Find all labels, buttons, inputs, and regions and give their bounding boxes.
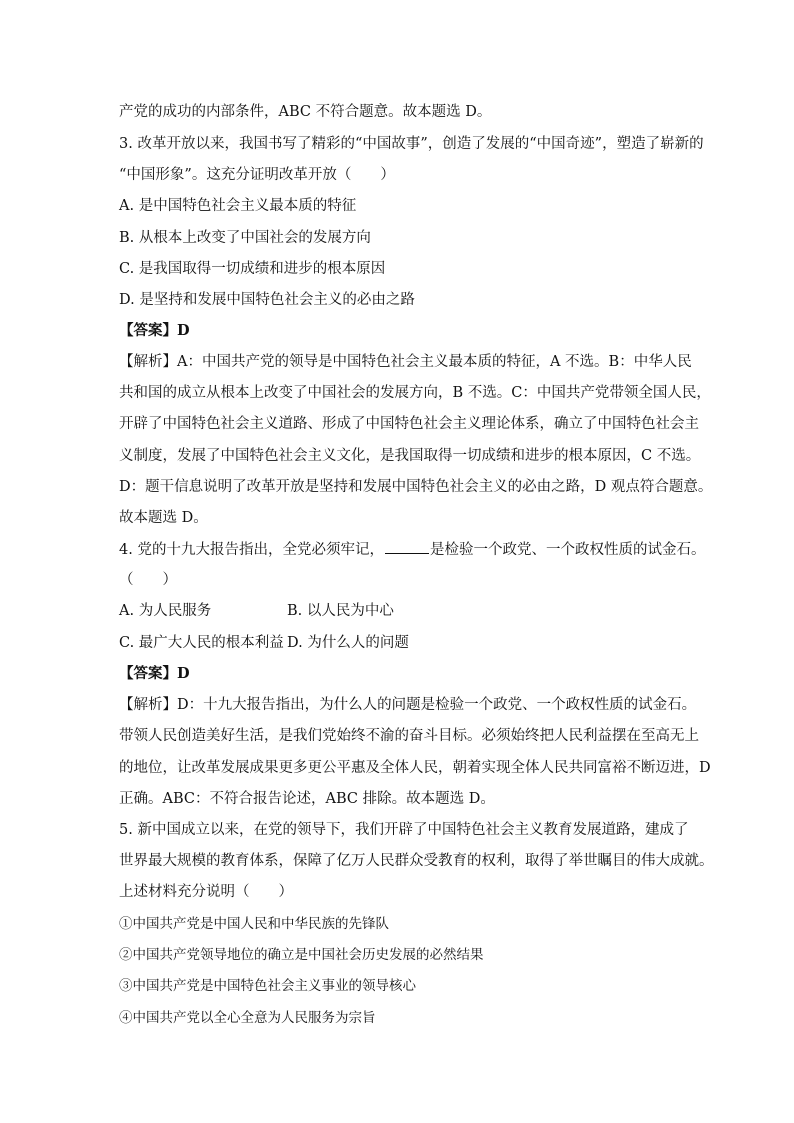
question-4-explanation: 【解析】D：十九大报告指出，为什么人的问题是检验一个政党、一个政权性质的试金石。 [119,697,697,713]
question-4-explanation: 带领人民创造美好生活，是我们党始终不渝的奋斗目标。必须始终把人民利益摆在至高无上 [119,728,699,744]
question-4-options-row-2 [119,633,409,653]
question-5-option-3: ③中国共产党是中国特色社会主义事业的领导核心 [119,978,416,994]
question-3-explanation: D：题干信息说明了改革开放是坚持和发展中国特色社会主义的必由之路，D 观点符合题意。 [119,479,713,495]
question-5-option-1: ①中国共产党是中国人民和中华民族的先锋队 [119,916,389,932]
question-4-stem-cont: （ ） [119,572,177,588]
question-3-option-b: B. 从根本上改变了中国社会的发展方向 [119,230,371,246]
question-3-stem: 3. 改革开放以来，我国书写了精彩的“中国故事”，创造了发展的“中国奇迹”，塑造了崭新的 [119,136,704,152]
question-3-explanation: 故本题选 D。 [119,510,208,526]
question-4-stem-part1: 4. 党的十九大报告指出，全党必须牢记， [119,542,384,558]
question-3-explanation: 开辟了中国特色社会主义道路、形成了中国特色社会主义理论体系，确立了中国特色社会主 [119,416,699,432]
question-4-stem [119,539,705,560]
question-4-option-b: B. 以人民为中心 [287,603,394,619]
question-5-stem-cont: 世界最大规模的教育体系，保障了亿万人民群众受教育的权利，取得了举世瞩目的伟大成就。 [119,853,714,869]
question-4-answer: 【答案】D [119,665,190,682]
question-3-explanation: 义制度，发展了中国特色社会主义文化，是我国取得一切成绩和进步的根本原因，C 不选。 [119,448,701,464]
text-line: 产党的成功的内部条件，ABC 不符合题意。故本题选 D。 [119,104,492,120]
question-3-explanation: 共和国的成立从根本上改变了中国社会的发展方向，B 不选。C：中国共产党带领全国人民， [119,385,711,401]
question-5-stem-cont: 上述材料充分说明（ ） [119,884,293,900]
question-3-option-c: C. 是我国取得一切成绩和进步的根本原因 [119,261,386,277]
question-3-option-d: D. 是坚持和发展中国特色社会主义的必由之路 [119,292,415,308]
question-4-option-d: D. 为什么人的问题 [287,635,409,651]
question-5-option-2: ②中国共产党领导地位的确立是中国社会历史发展的必然结果 [119,947,484,963]
question-4-options-row-1 [119,601,394,621]
question-5-option-4: ④中国共产党以全心全意为人民服务为宗旨 [119,1010,376,1026]
question-3-stem-cont: “中国形象”。这充分证明改革开放（ ） [119,167,395,183]
question-4-option-c: C. 最广大人民的根本利益 [119,635,284,651]
question-3-option-a: A. 是中国特色社会主义最本质的特征 [119,198,357,214]
question-3-answer: 【答案】D [119,322,190,339]
question-4-option-a: A. 为人民服务 [119,603,212,619]
question-4-explanation: 的地位，让改革发展成果更多更公平惠及全体人民，朝着实现全体人民共同富裕不断迈进，D [119,760,711,776]
question-3-explanation: 【解析】A：中国共产党的领导是中国特色社会主义最本质的特征，A 不选。B：中华人民 [119,354,692,370]
fill-in-blank [385,539,429,554]
question-4-stem-part2: 是检验一个政党、一个政权性质的试金石。 [429,542,706,558]
question-5-stem: 5. 新中国成立以来，在党的领导下，我们开辟了中国特色社会主义教育发展道路，建成了 [119,822,689,838]
question-4-explanation: 正确。ABC：不符合报告论述，ABC 排除。故本题选 D。 [119,791,495,807]
